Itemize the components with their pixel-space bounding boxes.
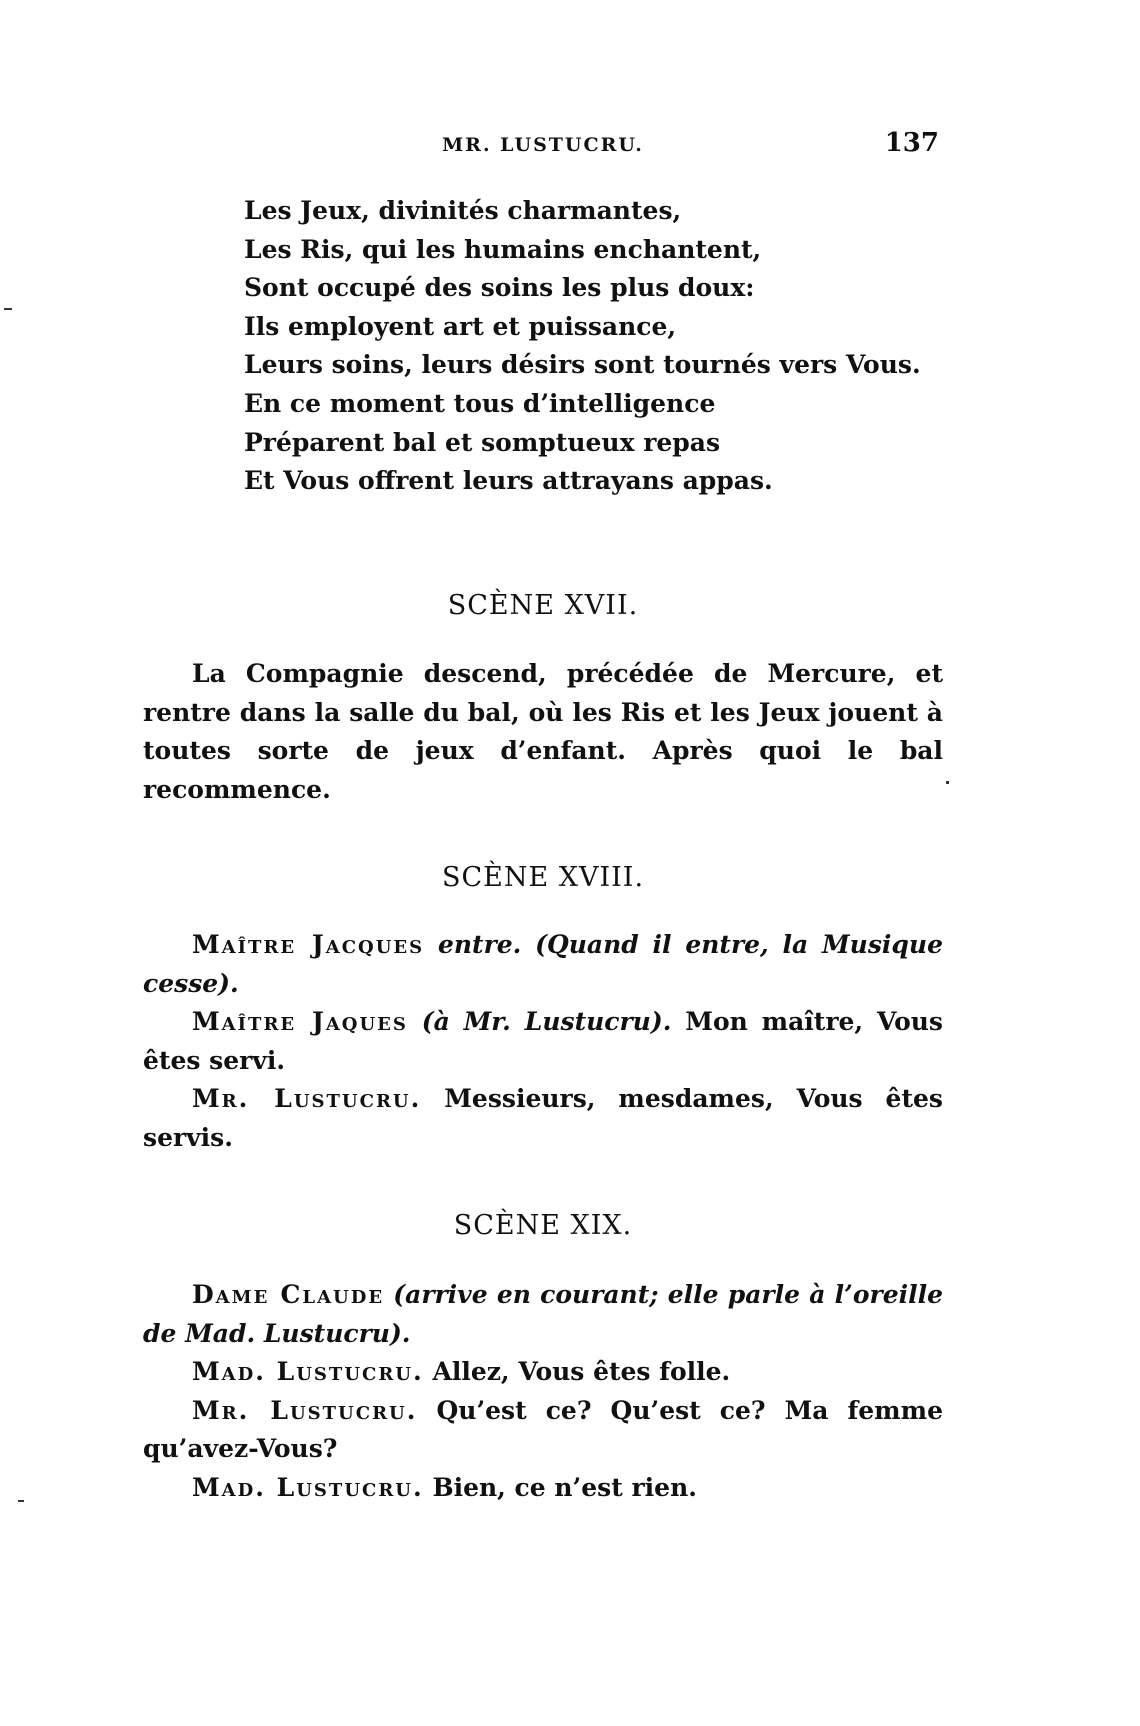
poem-line: Les Ris, qui les humains enchantent, xyxy=(244,234,762,264)
speaker-name: Mr. Lustucru. xyxy=(192,1084,422,1114)
poem-line: Et Vous offrent leurs attrayans appas. xyxy=(244,466,773,496)
dialogue-text: Bien, ce n’est rien. xyxy=(432,1472,697,1502)
dialogue-paragraph xyxy=(143,1080,943,1157)
stage-direction: entre. (Quand il entre, la Musique cesse). xyxy=(143,930,943,998)
speaker-name: Mr. Lustucru. xyxy=(192,1395,418,1425)
poem-line: Sont occupé des soins les plus doux: xyxy=(244,273,755,303)
page-number: 137 xyxy=(884,128,939,158)
dialogue-text: Mon maître, Vous êtes servi. xyxy=(143,1007,944,1075)
speaker-name: Maître Jaques xyxy=(192,1007,408,1037)
scene-heading-xix: SCÈNE XIX. xyxy=(453,1210,633,1241)
poem-line: En ce moment tous d’intelligence xyxy=(244,388,716,418)
dialogue-paragraph xyxy=(143,1003,943,1080)
dialogue-paragraph xyxy=(143,1392,943,1469)
speaker-name: Dame Claude xyxy=(192,1280,385,1309)
speaker-name: Maître Jacques xyxy=(192,930,425,959)
poem-line: Ils employent art et puissance, xyxy=(244,311,677,341)
scene-xviii-dialogue xyxy=(143,926,943,1158)
page-header xyxy=(143,128,943,168)
poem-line: Préparent bal et somptueux repas xyxy=(244,427,721,457)
poem-line: Leurs soins, leurs désirs sont tournés vers Vous. xyxy=(244,350,921,380)
dialogue-text: Allez, Vous êtes folle. xyxy=(432,1357,731,1387)
scan-speck xyxy=(946,781,949,784)
scene-heading-xviii: SCÈNE XVIII. xyxy=(441,862,645,893)
stage-direction: (à Mr. Lustucru). xyxy=(421,1007,672,1037)
dialogue-paragraph xyxy=(143,926,943,1003)
dialogue-text: Messieurs, mesdames, Vous êtes servis. xyxy=(143,1084,943,1152)
speaker-name: Mad. Lustucru. xyxy=(192,1472,424,1502)
dialogue-paragraph xyxy=(143,1276,943,1353)
speaker-name: Mad. Lustucru. xyxy=(192,1357,424,1387)
scene-xix-dialogue xyxy=(143,1276,943,1508)
scan-speck xyxy=(18,1500,24,1502)
scene-heading-xvii: SCÈNE XVII. xyxy=(447,590,639,621)
running-head: MR. LUSTUCRU. xyxy=(442,134,644,156)
dialogue-paragraph xyxy=(143,1353,943,1392)
poem-stanza xyxy=(244,192,944,501)
scene-xvii-text: La Compagnie descend, précédée de Mercure, et rentre dans la salle du bal, où les Ris et les Jeux jouent à toutes sorte de jeux d’enfant. Après quoi le bal recommence. xyxy=(143,659,943,804)
scan-speck xyxy=(4,308,12,310)
poem-line: Les Jeux, divinités charmantes, xyxy=(244,196,682,225)
stage-direction: (arrive en courant; elle parle à l’oreille de Mad. Lustucru). xyxy=(143,1280,943,1348)
dialogue-paragraph xyxy=(143,1469,943,1508)
dialogue-text: Qu’est ce? Qu’est ce? Ma femme qu’avez-Vous? xyxy=(143,1395,943,1464)
